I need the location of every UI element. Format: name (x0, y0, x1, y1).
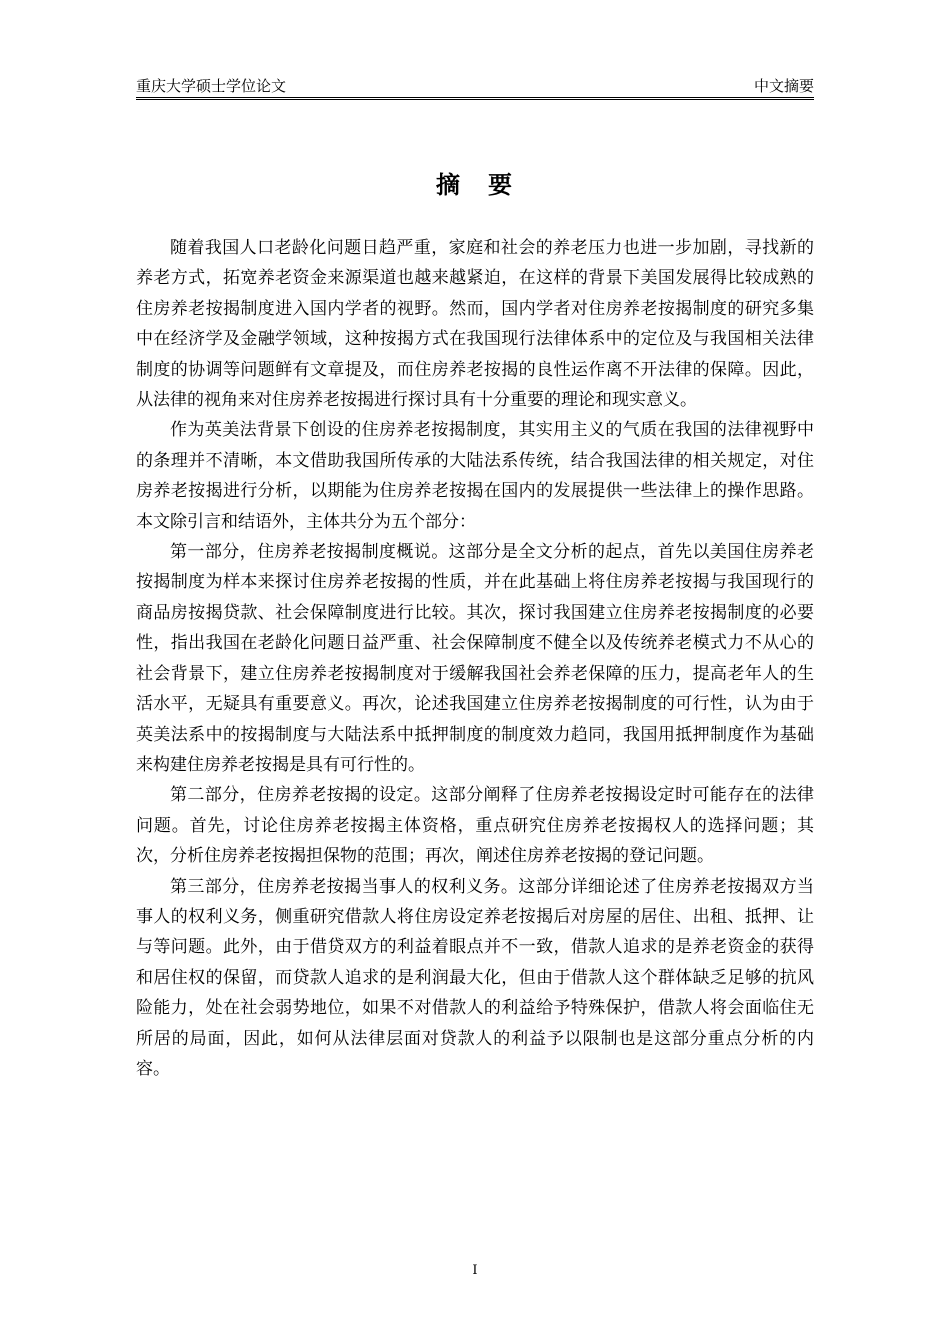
paragraph-1: 随着我国人口老龄化问题日趋严重，家庭和社会的养老压力也进一步加剧，寻找新的养老方式，拓宽养老资金来源渠道也越来越紧迫，在这样的背景下美国发展得比较成熟的住房养老按揭制度进入国内学者的视野。然而，国内学者对住房养老按揭制度的研究多集中在经济学及金融学领域，这种按揭方式在我国现行法律体系中的定位及与我国相关法律制度的协调等问题鲜有文章提及，而住房养老按揭的良性运作离不开法律的保障。因此，从法律的视角来对住房养老按揭进行探讨具有十分重要的理论和现实意义。 (136, 238, 814, 411)
paragraph-3: 第一部分，住房养老按揭制度概说。这部分是全文分析的起点，首先以美国住房养老按揭制度为样本来探讨住房养老按揭的性质，并在此基础上将住房养老按揭与我国现行的商品房按揭贷款、社会保障制度进行比较。其次，探讨我国建立住房养老按揭制度的必要性，指出我国在老龄化问题日益严重、社会保障制度不健全以及传统养老模式力不从心的社会背景下，建立住房养老按揭制度对于缓解我国社会养老保障的压力，提高老年人的生活水平，无疑具有重要意义。再次，论述我国建立住房养老按揭制度的可行性，认为由于英美法系中的按揭制度与大陆法系中抵押制度的制度效力趋同，我国用抵押制度作为基础来构建住房养老按揭是具有可行性的。 (136, 542, 814, 775)
paragraph-5: 第三部分，住房养老按揭当事人的权利义务。这部分详细论述了住房养老按揭双方当事人的权利义务，侧重研究借款人将住房设定养老按揭后对房屋的居住、出租、抵押、让与等问题。此外，由于借贷双方的利益着眼点并不一致，借款人追求的是养老资金的获得和居住权的保留，而贷款人追求的是利润最大化，但由于借款人这个群体缺乏足够的抗风险能力，处在社会弱势地位，如果不对借款人的利益给予特殊保护，借款人将会面临住无所居的局面，因此，如何从法律层面对贷款人的利益予以限制也是这部分重点分析的内容。 (136, 876, 814, 1079)
header-rule (136, 97, 814, 100)
abstract-body (136, 233, 814, 1084)
thesis-type-label: 重庆大学硕士学位论文 (136, 77, 287, 95)
running-header (136, 72, 814, 96)
page-title: 摘 要 (436, 171, 514, 199)
section-label: 中文摘要 (753, 77, 814, 95)
page-number: I (472, 1263, 478, 1278)
paragraph-2: 作为英美法背景下创设的住房养老按揭制度，其实用主义的气质在我国的法律视野中的条理并不清晰，本文借助我国所传承的大陆法系传统，结合我国法律的相关规定，对住房养老按揭进行分析，以期能为住房养老按揭在国内的发展提供一些法律上的操作思路。本文除引言和结语外，主体共分为五个部分： (136, 420, 814, 532)
paragraph-4: 第二部分，住房养老按揭的设定。这部分阐释了住房养老按揭设定时可能存在的法律问题。首先，讨论住房养老按揭主体资格，重点研究住房养老按揭权人的选择问题；其次，分析住房养老按揭担保物的范围；再次，阐述住房养老按揭的登记问题。 (136, 785, 814, 867)
